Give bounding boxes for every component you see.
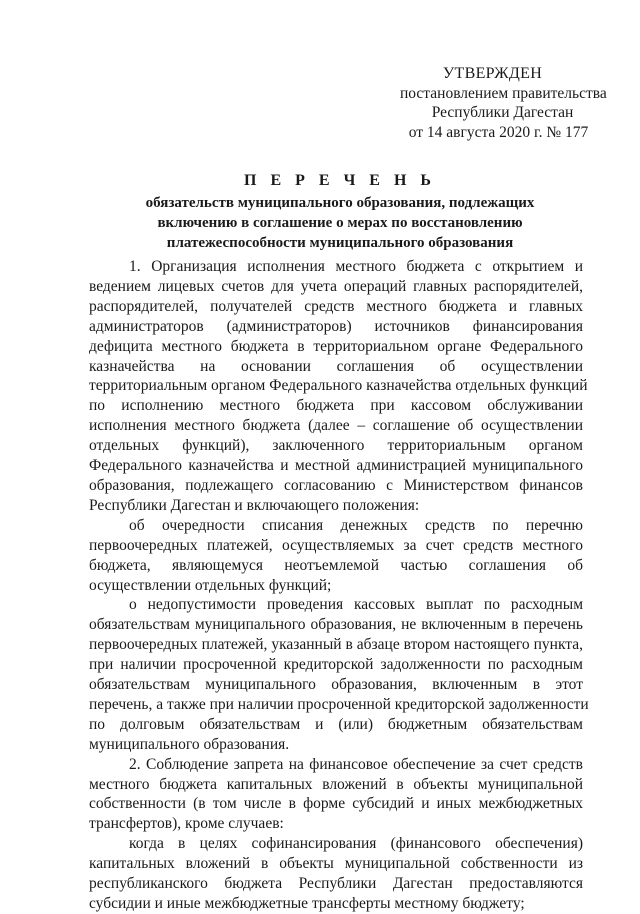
paragraph-line: осуществлении отдельных функций; [89,576,332,594]
paragraph-line: по исполнению местного бюджета при кассовом обслуживании [89,397,583,415]
paragraph-line: территориальным органом Федерального казначейства отдельных функций [89,377,588,395]
paragraph-line: муниципального образования. [89,735,290,753]
approval-stamp [380,64,605,142]
paragraph-line: администраторов (администраторов) источников финансирования [89,317,583,335]
paragraph-line: 2. Соблюдение запрета на финансовое обеспечение за счет средств [129,755,583,773]
paragraph-line: 1. Организация исполнения местного бюджета с открытием и [129,258,583,275]
paragraph-line: капитальных вложений в объекты муниципальной собственности из [89,855,583,873]
paragraph-line: при наличии просроченной кредиторской задолженности по расходным [89,656,583,674]
approval-date-line: от 14 августа 2020 г. № 177 [408,123,589,141]
approval-line: Республики Дагестан [431,104,574,121]
paragraph-line: республиканского бюджета Республики Дагестан предоставляются [89,875,583,893]
paragraph-line: трансфертов), кроме случаев: [89,815,284,833]
paragraph-line: казначейства на основании соглашения об осуществлении [89,357,583,375]
approval-title: УТВЕРЖДЕН [442,65,543,82]
paragraph-line: дефицита местного бюджета в территориальном органе Федерального [89,337,583,355]
paragraph-line: бюджета, являющемуся неотъемлемой частью соглашения об [89,556,583,574]
document-subtitle-line: обязательств муниципального образования, подлежащих [145,195,535,211]
paragraph-line: первоочередных платежей, осуществляемых за счет средств местного [89,536,583,554]
paragraph-line: об очередности списания денежных средств по перечню [129,516,583,534]
document-subtitle-line: включению в соглашение о мерах по восстановлению [157,215,523,231]
paragraph-line: перечень, а также при наличии просроченной кредиторской задолженности [89,695,589,713]
document-title: П Е Р Е Ч Е Н Ь [244,172,436,189]
document-heading [100,172,580,253]
paragraph-line: когда в целях софинансирования (финансового обеспечения) [129,835,583,853]
paragraph-line: местного бюджета капитальных вложений в объекты муниципальной [89,775,583,793]
paragraph-line: Федерального казначейства и местной администрацией муниципального [89,457,583,475]
paragraph-line: собственности (в том числе в форме субсидий и иных межбюджетных [89,795,583,813]
paragraph-line: отдельных функций), заключенного территориальным органом [89,437,583,455]
paragraph-line: распорядителей, получателей средств местного бюджета и главных [89,297,583,315]
document-body [89,257,589,914]
paragraph-line: субсидии и иные межбюджетные трансферты местному бюджету; [89,895,525,912]
paragraph-line: Республики Дагестан и включающего положения: [89,496,420,514]
paragraph-line: обязательствам муниципального образования, включенным в этот [89,676,583,694]
paragraph-line: ведением лицевых счетов для учета операций главных распорядителей, [89,277,583,295]
paragraph-line: исполнения местного бюджета (далее – соглашение об осуществлении [89,417,583,435]
paragraph-line: по долговым обязательствам и (или) бюджетным обязательствам [89,715,583,733]
document-subtitle-line: платежеспособности муниципального образования [166,235,514,251]
paragraph-line: обязательствам муниципального образования, не включенным в перечень [89,616,583,634]
approval-line: постановлением правительства [400,84,607,102]
paragraph-line: первоочередных платежей, указанный в абзаце втором настоящего пункта, [89,636,583,654]
paragraph-line: о недопустимости проведения кассовых выплат по расходным [129,596,583,614]
paragraph-line: образования, подлежащего согласованию с Министерством финансов [89,476,583,494]
